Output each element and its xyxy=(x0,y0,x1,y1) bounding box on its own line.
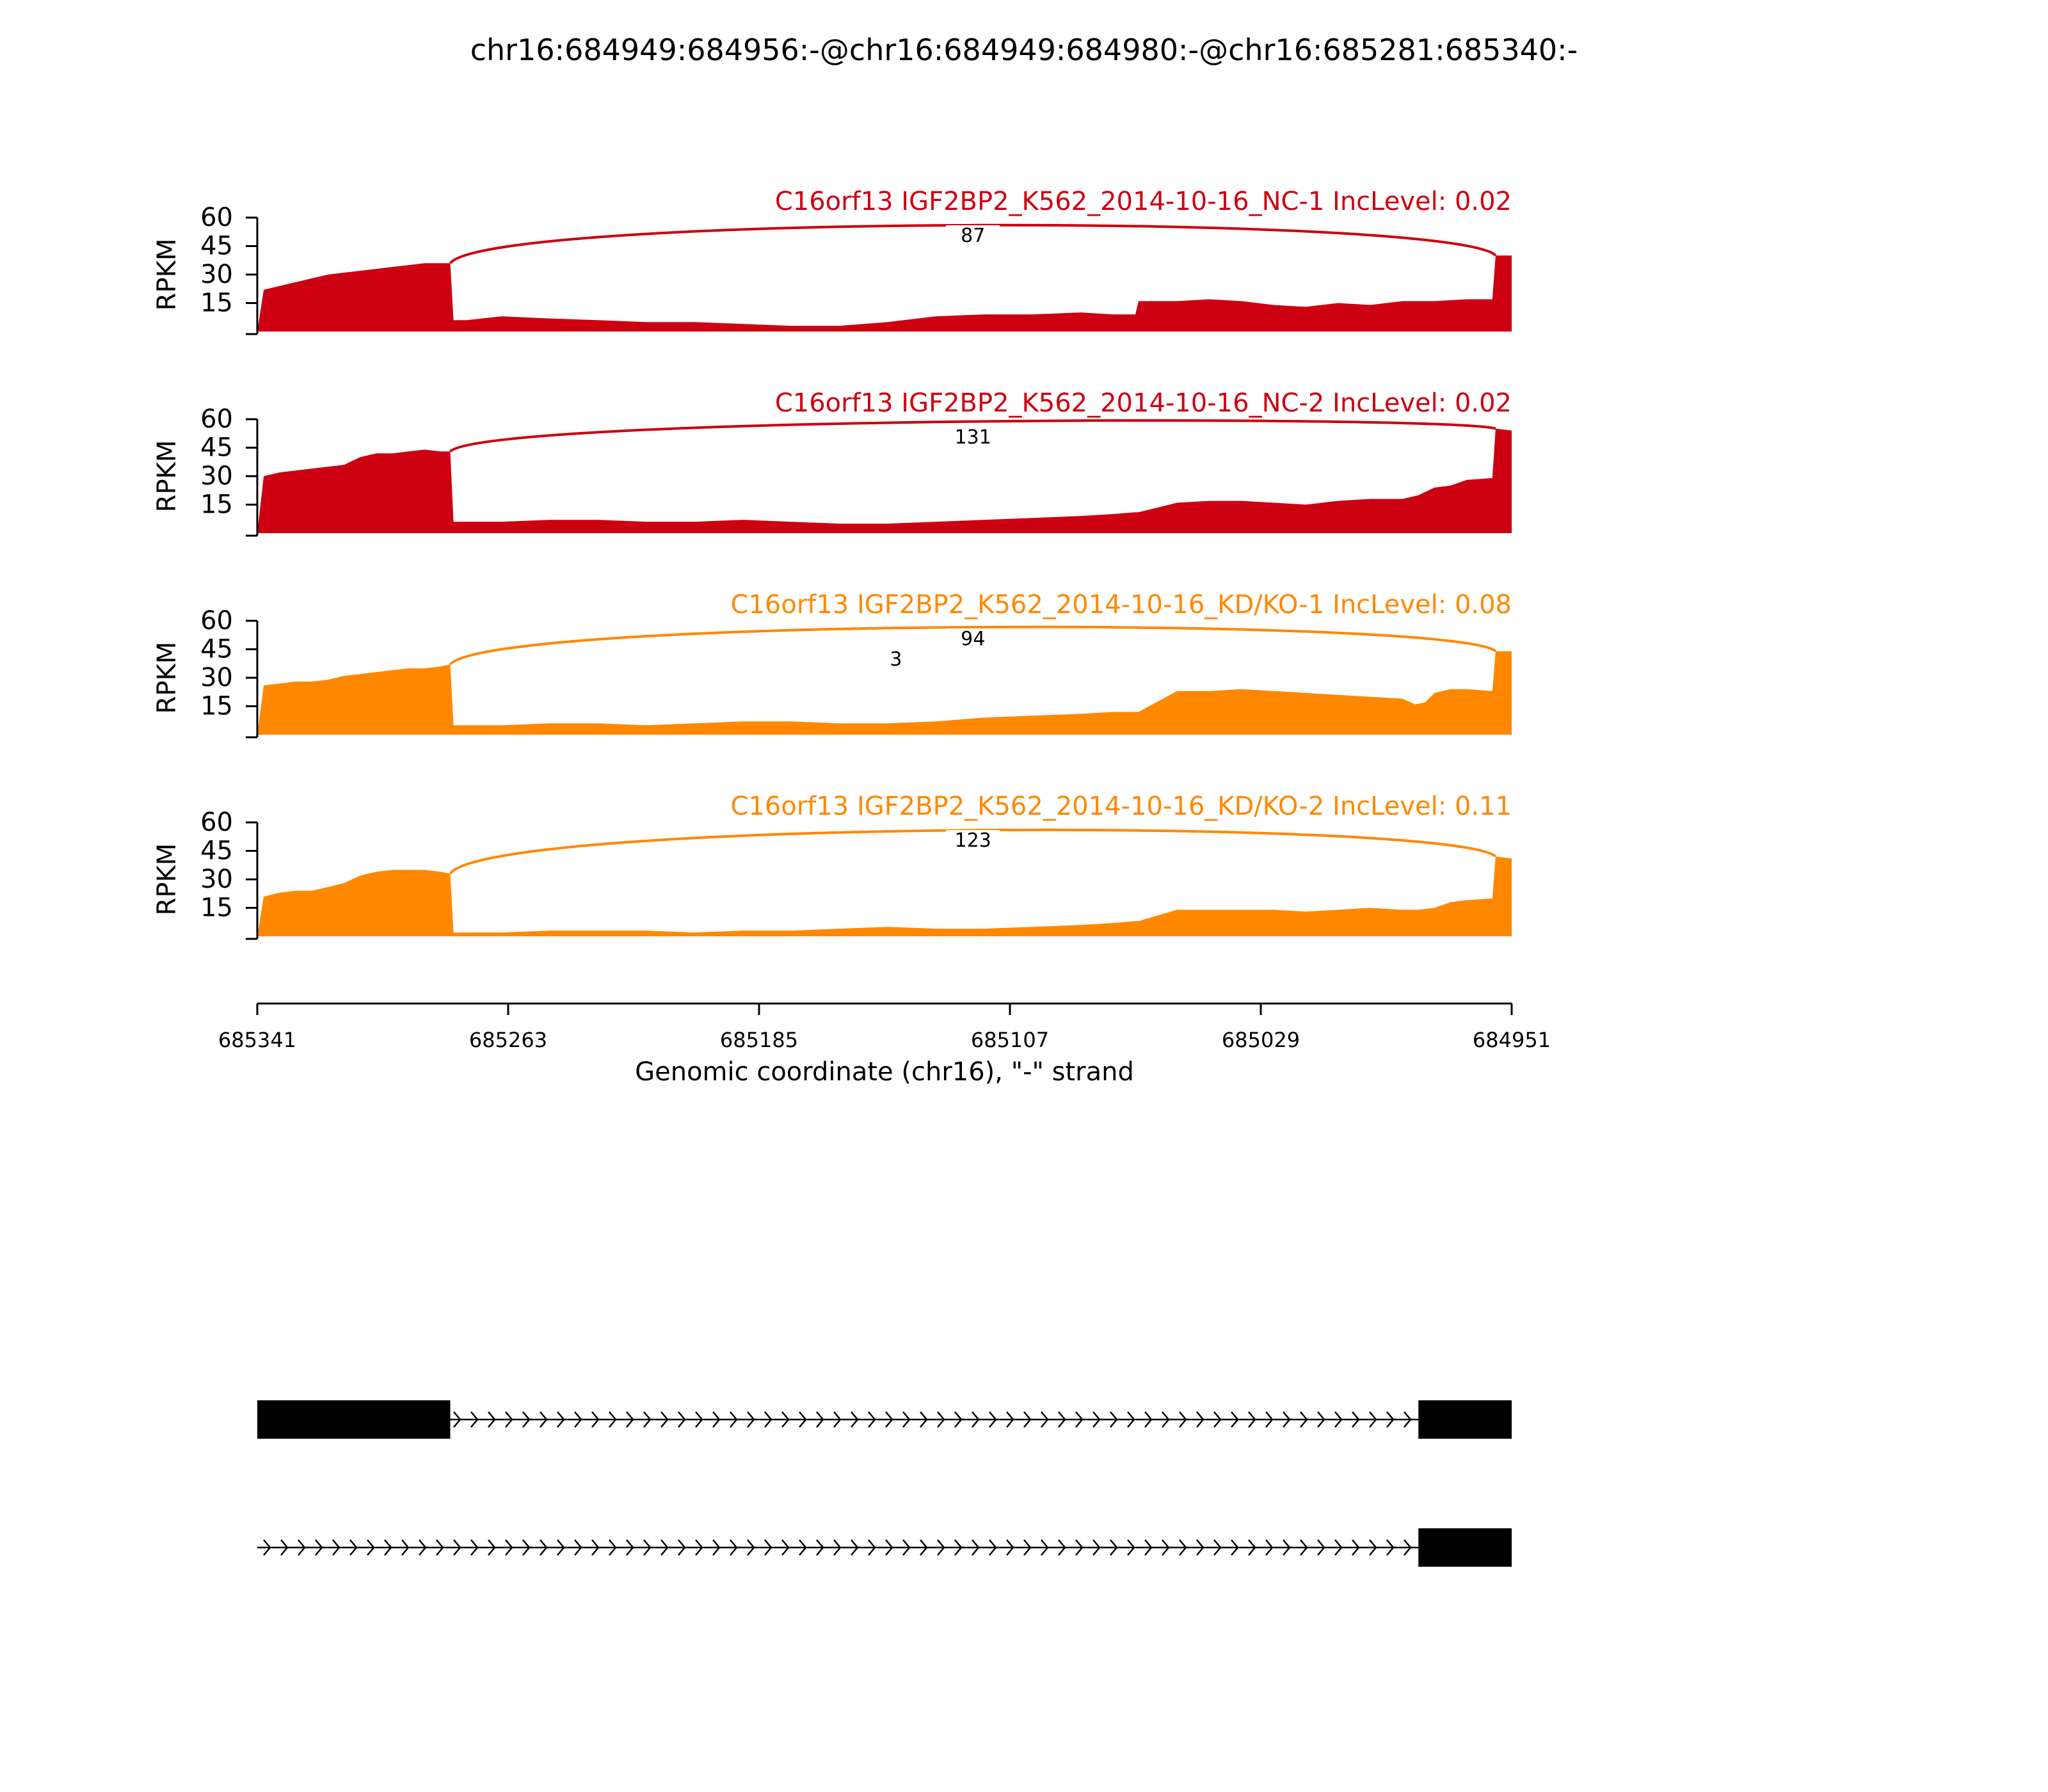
track-4 xyxy=(152,792,1512,939)
track-label: C16orf13 IGF2BP2_K562_2014-10-16_KD/KO-2 IncLevel: 0.11 xyxy=(730,792,1512,821)
y-tick-label: 45 xyxy=(200,433,233,463)
y-tick-label: 15 xyxy=(200,288,233,318)
y-tick-label: 30 xyxy=(200,865,233,894)
x-tick-label: 685029 xyxy=(1221,1028,1300,1052)
x-tick-label: 684951 xyxy=(1472,1028,1551,1052)
gene-model-2 xyxy=(257,1528,1512,1567)
coverage-area xyxy=(257,429,1512,533)
coverage-area xyxy=(257,856,1512,936)
exon-block xyxy=(1418,1528,1512,1567)
y-axis-label: RPKM xyxy=(152,440,182,513)
junction-count: 3 xyxy=(890,648,902,671)
y-tick-label: 15 xyxy=(200,490,233,520)
track-3 xyxy=(152,590,1512,737)
x-tick-label: 685263 xyxy=(468,1028,548,1052)
exon-block xyxy=(1418,1400,1512,1439)
junction-count: 131 xyxy=(954,426,991,449)
y-axis-label: RPKM xyxy=(152,641,182,714)
y-tick-label: 15 xyxy=(200,691,233,721)
junction-count: 123 xyxy=(954,829,991,852)
x-axis xyxy=(218,1004,1551,1087)
y-axis-label: RPKM xyxy=(152,843,182,916)
exon-block xyxy=(257,1400,451,1439)
y-tick-label: 15 xyxy=(200,893,233,923)
y-tick-label: 30 xyxy=(200,663,233,692)
track-label: C16orf13 IGF2BP2_K562_2014-10-16_KD/KO-1 IncLevel: 0.08 xyxy=(730,590,1512,620)
y-tick-label: 30 xyxy=(200,260,233,289)
x-axis-label: Genomic coordinate (chr16), "-" strand xyxy=(635,1057,1134,1087)
y-tick-label: 45 xyxy=(200,634,233,664)
coverage-area xyxy=(257,255,1512,332)
track-2 xyxy=(152,388,1512,536)
track-label: C16orf13 IGF2BP2_K562_2014-10-16_NC-2 IncLevel: 0.02 xyxy=(774,388,1512,418)
track-label: C16orf13 IGF2BP2_K562_2014-10-16_NC-1 IncLevel: 0.02 xyxy=(774,187,1512,216)
x-tick-label: 685107 xyxy=(970,1028,1050,1052)
y-tick-label: 45 xyxy=(200,231,233,261)
y-tick-label: 60 xyxy=(200,808,233,837)
y-tick-label: 60 xyxy=(200,203,233,232)
x-tick-label: 685341 xyxy=(218,1028,297,1052)
gene-models xyxy=(257,1400,1512,1567)
junction-count: 94 xyxy=(961,628,986,650)
y-tick-label: 60 xyxy=(200,606,233,636)
y-axis-label: RPKM xyxy=(152,238,182,311)
x-tick-label: 685185 xyxy=(719,1028,799,1052)
coverage-tracks xyxy=(152,187,1512,939)
x-axis-ticks xyxy=(218,1004,1551,1052)
y-tick-label: 60 xyxy=(200,404,233,434)
junction-count: 87 xyxy=(961,225,986,247)
y-tick-label: 30 xyxy=(200,461,233,491)
y-tick-label: 45 xyxy=(200,836,233,866)
gene-model-1 xyxy=(257,1400,1512,1439)
track-1 xyxy=(152,187,1512,334)
chart-title: chr16:684949:684956:-@chr16:684949:684980:-@chr16:685281:685340:- xyxy=(470,33,1578,67)
